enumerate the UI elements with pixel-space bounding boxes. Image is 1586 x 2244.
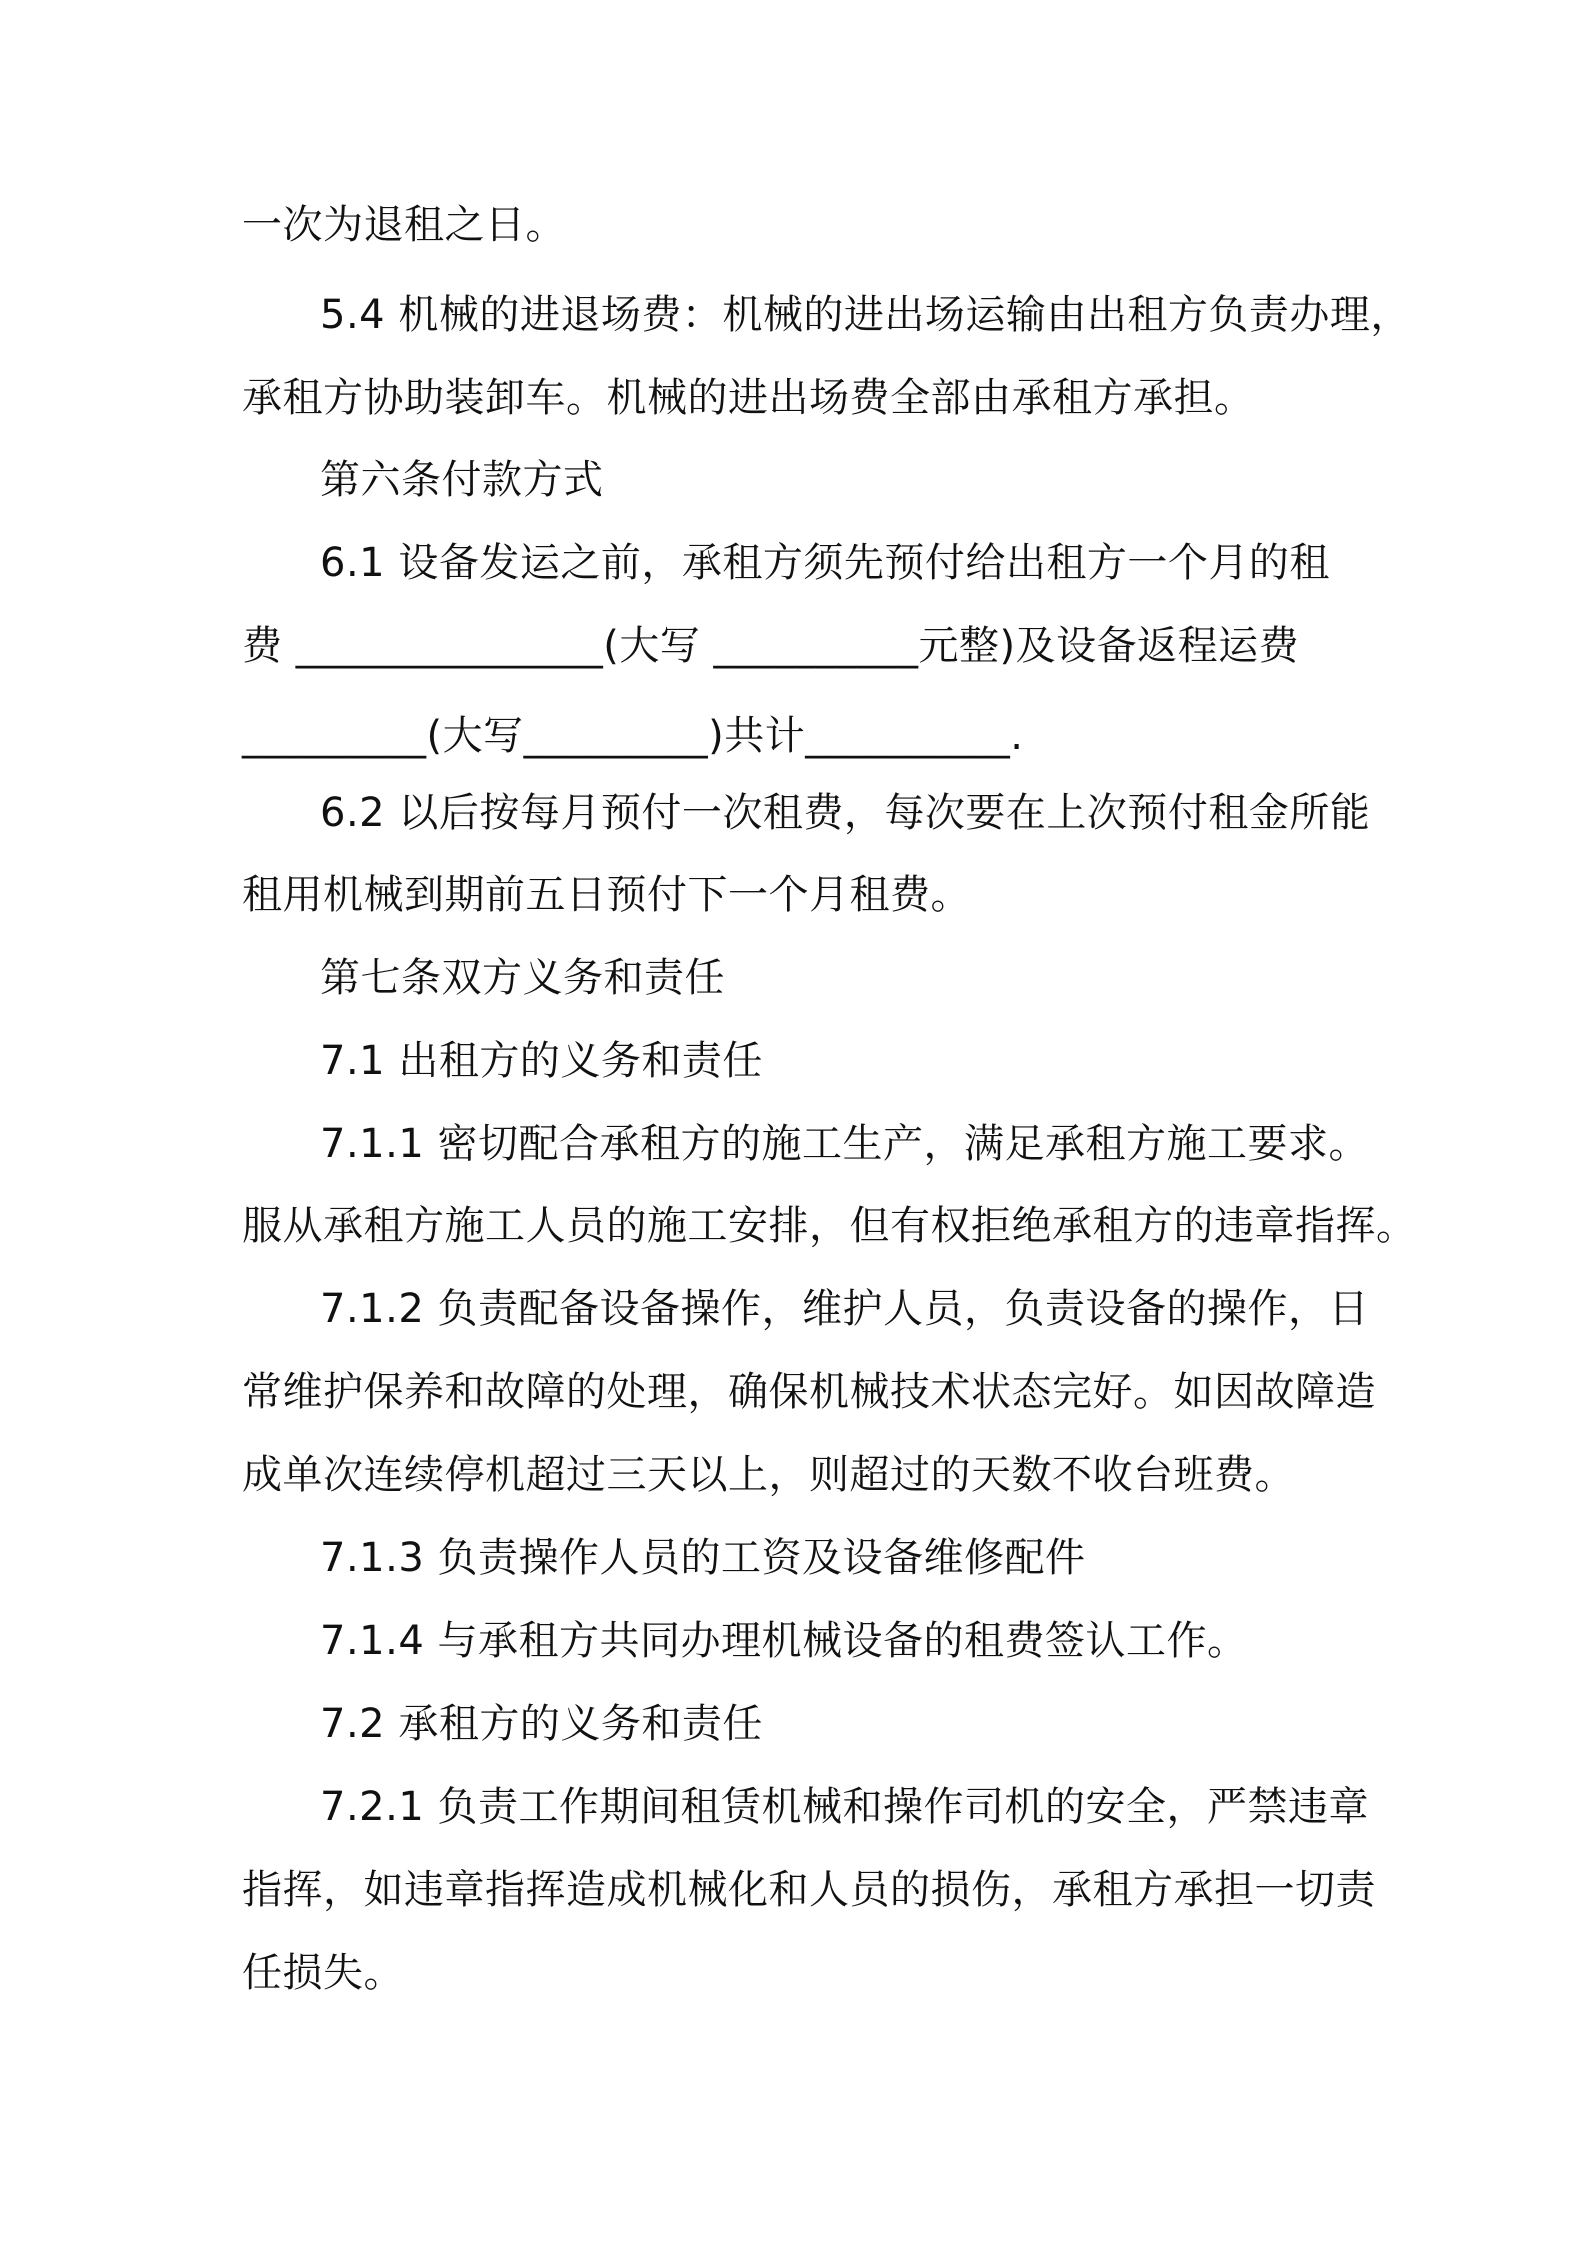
text-line: 服从承租方施工人员的施工安排，但有权拒绝承租方的违章指挥。 <box>242 1203 1417 1249</box>
text-line: 承租方协助装卸车。机械的进出场费全部由承租方承担。 <box>242 375 1255 421</box>
text-line: 7.1.1 密切配合承租方的施工生产，满足承租方施工要求。 <box>320 1121 1369 1167</box>
text-line: 成单次连续停机超过三天以上，则超过的天数不收台班费。 <box>242 1452 1295 1498</box>
text-line: 7.1.3 负责操作人员的工资及设备维修配件 <box>320 1535 1086 1581</box>
text-line: 租用机械到期前五日预付下一个月租费。 <box>242 872 971 918</box>
subsection-heading: 7.1 出租方的义务和责任 <box>320 1038 763 1084</box>
text-line: _________(大写_________)共计__________. <box>242 713 1024 759</box>
text-line: 5.4 机械的进退场费：机械的进出场运输由出租方负责办理， <box>320 292 1411 338</box>
subsection-heading: 7.2 承租方的义务和责任 <box>320 1701 763 1747</box>
text-line: 费 _______________(大写 __________元整)及设备返程运费 <box>242 623 1300 669</box>
text-line: 7.2.1 负责工作期间租赁机械和操作司机的安全，严禁违章 <box>320 1784 1369 1830</box>
text-line: 任损失。 <box>242 1950 404 1996</box>
text-line: 6.1 设备发运之前，承租方须先预付给出租方一个月的租 <box>320 540 1330 586</box>
section-heading: 第六条付款方式 <box>320 457 604 503</box>
text-line: 6.2 以后按每月预付一次租费，每次要在上次预付租金所能 <box>320 790 1371 836</box>
text-line: 指挥，如违章指挥造成机械化和人员的损伤，承租方承担一切责 <box>242 1867 1376 1913</box>
text-line: 一次为退租之日。 <box>242 202 566 248</box>
text-line: 7.1.4 与承租方共同办理机械设备的租费签认工作。 <box>320 1618 1248 1664</box>
text-line: 常维护保养和故障的处理，确保机械技术状态完好。如因故障造 <box>242 1369 1376 1415</box>
section-heading: 第七条双方义务和责任 <box>320 955 725 1001</box>
text-line: 7.1.2 负责配备设备操作，维护人员，负责设备的操作，日 <box>320 1286 1369 1332</box>
